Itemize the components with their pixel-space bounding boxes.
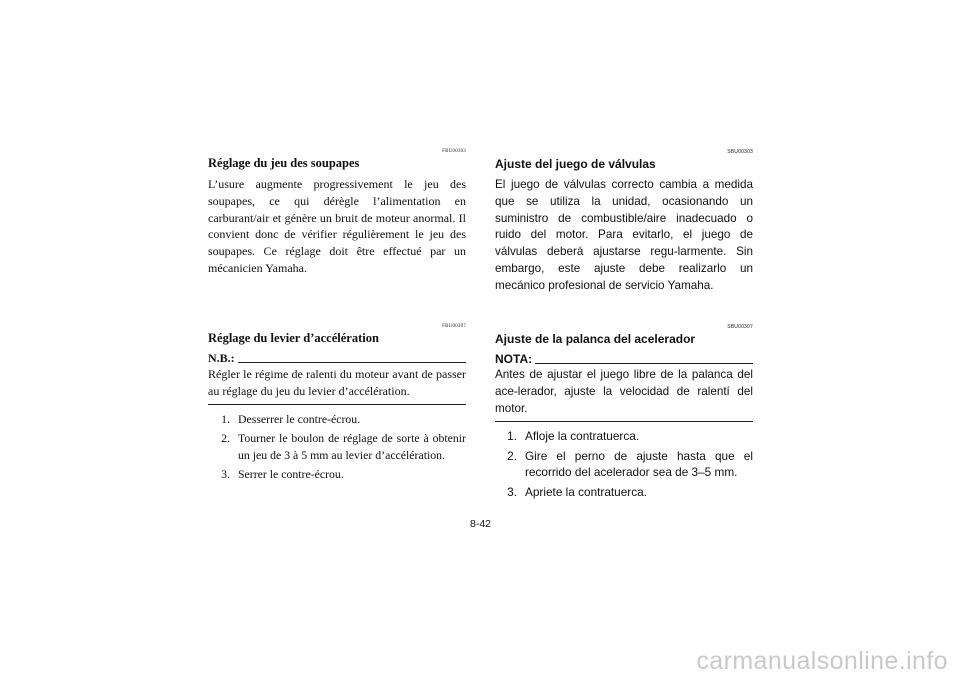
list-item bbox=[208, 430, 466, 463]
fr-note-label: N.B.: bbox=[208, 351, 235, 365]
es-note-box bbox=[495, 367, 753, 422]
step-number: 2. bbox=[221, 431, 230, 446]
step-text: Gire el perno de ajuste hasta que el recorrido del acelerador sea de 3–5 mm. bbox=[525, 448, 753, 480]
fr-throttle-section bbox=[208, 324, 466, 486]
step-number: 1. bbox=[221, 411, 230, 426]
step-text: Tourner le boulon de réglage de sorte à obtenir un jeu de 3 à 5 mm au levier d’accélération. bbox=[238, 431, 466, 462]
es-throttle-section bbox=[495, 324, 753, 503]
es-valve-body: El juego de válvulas correcto cambia a medida que se utiliza la unidad, ocasionando un suministro de combustible/aire inadecuado o ruido del motor. Para evitarlo, el juego de válvulas deberá ajustarse regu-larmente. Sin embargo, este ajuste debe realizarlo un mecánico profesional de servicio Yamaha. bbox=[495, 178, 753, 292]
fr-valve-code: FBU00303 bbox=[442, 149, 466, 154]
fr-throttle-title: Réglage du levier d’accélération bbox=[208, 331, 379, 345]
fr-steps-list bbox=[208, 411, 466, 483]
es-valve-title: Ajuste del juego de válvulas bbox=[495, 157, 656, 171]
step-number: 3. bbox=[221, 467, 230, 482]
fr-note-text: Régler le régime de ralenti du moteur avant de passer au réglage du jeu du levier d’accélération. bbox=[208, 367, 466, 398]
fr-throttle-code: FBU00307 bbox=[442, 324, 466, 329]
fr-note-box bbox=[208, 366, 466, 405]
list-item bbox=[495, 428, 753, 445]
es-note-label: NOTA: bbox=[495, 352, 533, 366]
es-throttle-code: SBU00307 bbox=[727, 324, 753, 330]
step-text: Afloje la contratuerca. bbox=[525, 429, 640, 444]
step-number: 2. bbox=[507, 448, 517, 463]
step-text: Desserrer le contre-écrou. bbox=[238, 411, 361, 426]
fr-note-header bbox=[208, 351, 466, 366]
step-number: 1. bbox=[507, 429, 517, 444]
es-steps-list bbox=[495, 428, 753, 500]
watermark-text: carmanualsonline.info bbox=[696, 647, 948, 675]
es-valve-code: SBU00303 bbox=[727, 149, 753, 155]
page-number: 8-42 bbox=[470, 518, 492, 530]
fr-valve-title: Réglage du jeu des soupapes bbox=[208, 156, 360, 170]
es-valve-section bbox=[495, 149, 753, 295]
es-throttle-title: Ajuste de la palanca del acelerador bbox=[495, 332, 696, 346]
fr-valve-section bbox=[208, 149, 466, 277]
step-text: Serrer le contre-écrou. bbox=[238, 467, 344, 482]
es-note-header bbox=[495, 352, 753, 367]
step-number: 3. bbox=[507, 484, 517, 499]
list-item bbox=[495, 484, 753, 501]
fr-valve-body: L’usure augmente progressivement le jeu des soupapes, ce qui dérègle l’alimentation en carburant/air et génère un bruit de moteur anormal. Il convient donc de vérifier régulièrement le jeu des soupapes. Ce réglage doit être effectué par un mécanicien Yamaha. bbox=[208, 177, 466, 275]
list-item bbox=[495, 448, 753, 481]
fr-note-rule bbox=[238, 362, 466, 363]
es-note-rule bbox=[535, 363, 753, 364]
list-item bbox=[208, 411, 466, 428]
list-item bbox=[208, 466, 466, 483]
step-text: Apriete la contratuerca. bbox=[525, 484, 647, 499]
es-note-text: Antes de ajustar el juego libre de la palanca del ace-lerador, ajuste la velocidad de ralentí del motor. bbox=[495, 368, 753, 415]
